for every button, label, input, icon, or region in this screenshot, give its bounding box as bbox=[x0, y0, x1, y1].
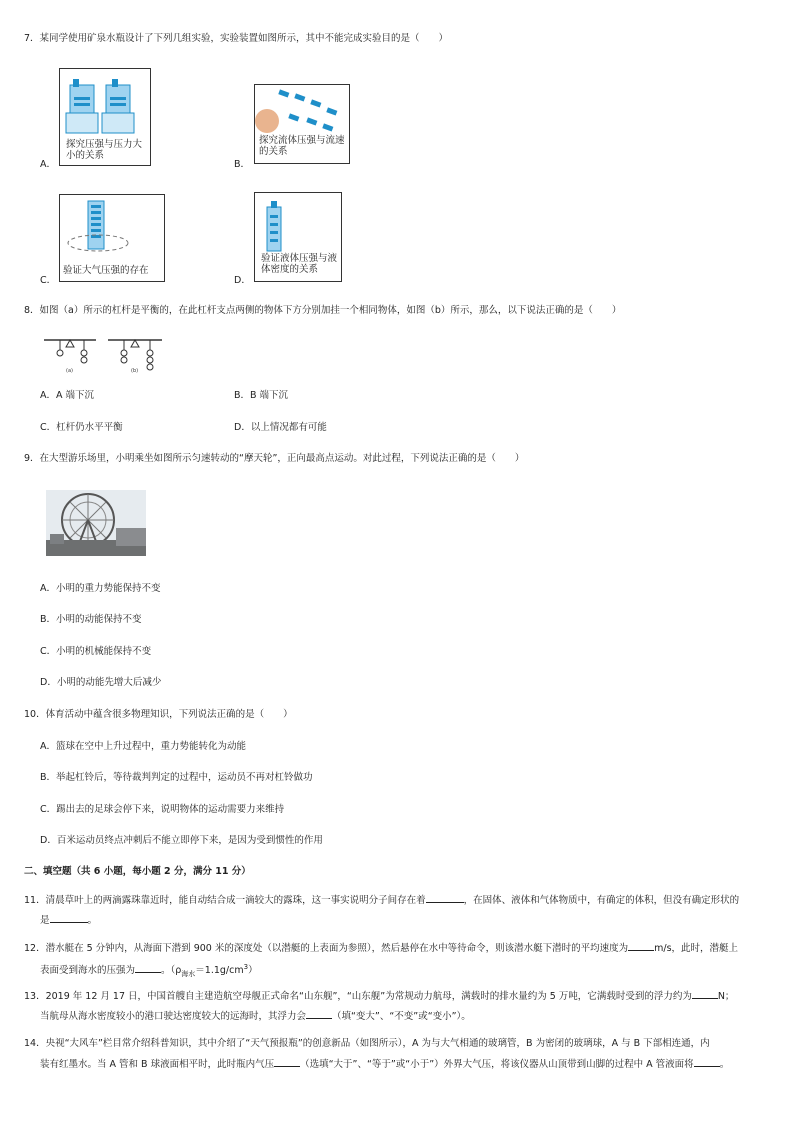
q9-option-d: D．小明的动能先增大后减少 bbox=[40, 677, 162, 688]
q13-blank-1[interactable] bbox=[692, 989, 718, 999]
q8-fig-label-a: (a) bbox=[66, 368, 73, 374]
q14-line1: 14．央视“大风车”栏目常介绍科普知识，其中介绍了“天气预报瓶”的创意新品（如图所示），A 为与大气相通的玻璃管，B 为密闭的玻璃球，A 与 B 下部相连通，内 bbox=[24, 1038, 710, 1049]
q11-blank-1[interactable] bbox=[426, 893, 464, 903]
q10-option-a: A．篮球在空中上升过程中，重力势能转化为动能 bbox=[40, 741, 246, 752]
q7-figure-c bbox=[59, 194, 165, 282]
q7-option-a-letter: A． bbox=[40, 159, 56, 170]
q11-blank-2[interactable] bbox=[50, 913, 88, 923]
q8-fig-label-b: (b) bbox=[131, 368, 139, 374]
q7-option-d-letter: D． bbox=[234, 275, 251, 286]
q10-stem: 10．体育活动中蕴含很多物理知识，下列说法正确的是（ ） bbox=[24, 709, 293, 720]
q7-figure-a bbox=[59, 68, 151, 166]
q8-lever-figure bbox=[40, 334, 170, 374]
q10-option-d: D．百米运动员终点冲刺后不能立即停下来，是因为受到惯性的作用 bbox=[40, 835, 323, 846]
q14-line2: 装有红墨水。当 A 管和 B 球液面相平时，此时瓶内气压 （选填“大于”、“等于”或“小于”）外界大气压，将该仪器从山顶带到山脚的过程中 A 管液面将 。 bbox=[40, 1059, 730, 1070]
q13-blank-2[interactable] bbox=[306, 1009, 332, 1019]
q9-option-b: B．小明的动能保持不变 bbox=[40, 614, 142, 625]
q9-option-a: A．小明的重力势能保持不变 bbox=[40, 583, 161, 594]
q7-option-b-letter: B． bbox=[234, 159, 251, 170]
q12-blank-1[interactable] bbox=[628, 941, 654, 951]
q11-line1: 11．清晨草叶上的两滴露珠靠近时，能自动结合成一滴较大的露珠，这一事实说明分子间存在着 ，在固体、液体和气体物质中，有确定的体积，但没有确定形状的 bbox=[24, 895, 740, 906]
q14-blank-2[interactable] bbox=[694, 1057, 720, 1067]
q13-line1: 13．2019 年 12 月 17 日，中国首艘自主建造航空母舰正式命名“山东舰”，“山东舰”为常规动力航母，满载时的排水量约为 5 万吨，它满载时受到的浮力约为 N； bbox=[24, 991, 735, 1002]
q7-caption-d: 验证液体压强与液体密度的关系 bbox=[261, 253, 338, 275]
q7-stem: 7．某同学使用矿泉水瓶设计了下列几组实验，实验装置如图所示，其中不能完成实验目的是（ ） bbox=[24, 33, 449, 44]
q12-line1: 12．潜水艇在 5 分钟内，从海面下潜到 900 米的深度处（以潜艇的上表面为参照），然后悬停在水中等待命令，则该潜水艇下潜时的平均速度为 m/s，此时，潜艇上 bbox=[24, 943, 739, 954]
q12-line2: 表面受到海水的压强为 。$(\rho_{海水}=1.1g/cm^3)$ bbox=[40, 963, 258, 979]
q9-option-c: C．小明的机械能保持不变 bbox=[40, 646, 152, 657]
q8-option-a: A．A 端下沉 bbox=[40, 390, 95, 401]
q7-caption-b: 探究流体压强与流速的关系 bbox=[259, 135, 345, 157]
q10-option-c: C．踢出去的足球会停下来，说明物体的运动需要力来维持 bbox=[40, 804, 285, 815]
q13-line2: 当航母从海水密度较小的港口驶达密度较大的远海时，其浮力会 （填“变大”、“不变”或“变小”）。 bbox=[40, 1011, 471, 1022]
q7-option-c-letter: C． bbox=[40, 275, 57, 286]
q11-line2: 是 。 bbox=[40, 915, 98, 926]
q9-stem: 9．在大型游乐场里，小明乘坐如图所示匀速转动的“摩天轮”，正向最高点运动。对此过程，下列说法正确的是（ ） bbox=[24, 453, 525, 464]
q8-option-d: D．以上情况都有可能 bbox=[234, 422, 327, 433]
q12-blank-2[interactable] bbox=[135, 963, 161, 973]
q7-caption-a: 探究压强与压力大小的关系 bbox=[66, 139, 148, 161]
q7-figure-d bbox=[254, 192, 342, 282]
q8-stem: 8．如图（a）所示的杠杆是平衡的，在此杠杆支点两侧的物体下方分别加挂一个相同物体，如图（b）所示，那么，以下说法正确的是（ ） bbox=[24, 305, 622, 316]
q10-option-b: B．举起杠铃后，等待裁判判定的过程中，运动员不再对杠铃做功 bbox=[40, 772, 313, 783]
q7-figure-b bbox=[254, 84, 350, 164]
q14-blank-1[interactable] bbox=[274, 1057, 300, 1067]
q8-option-b: B．B 端下沉 bbox=[234, 390, 289, 401]
ferris-wheel-photo bbox=[46, 490, 146, 556]
q8-option-c: C．杠杆仍水平平衡 bbox=[40, 422, 123, 433]
q7-caption-c: 验证大气压强的存在 bbox=[63, 265, 149, 276]
section2-title: 二、填空题（共 6 小题，每小题 2 分，满分 11 分） bbox=[24, 866, 251, 877]
